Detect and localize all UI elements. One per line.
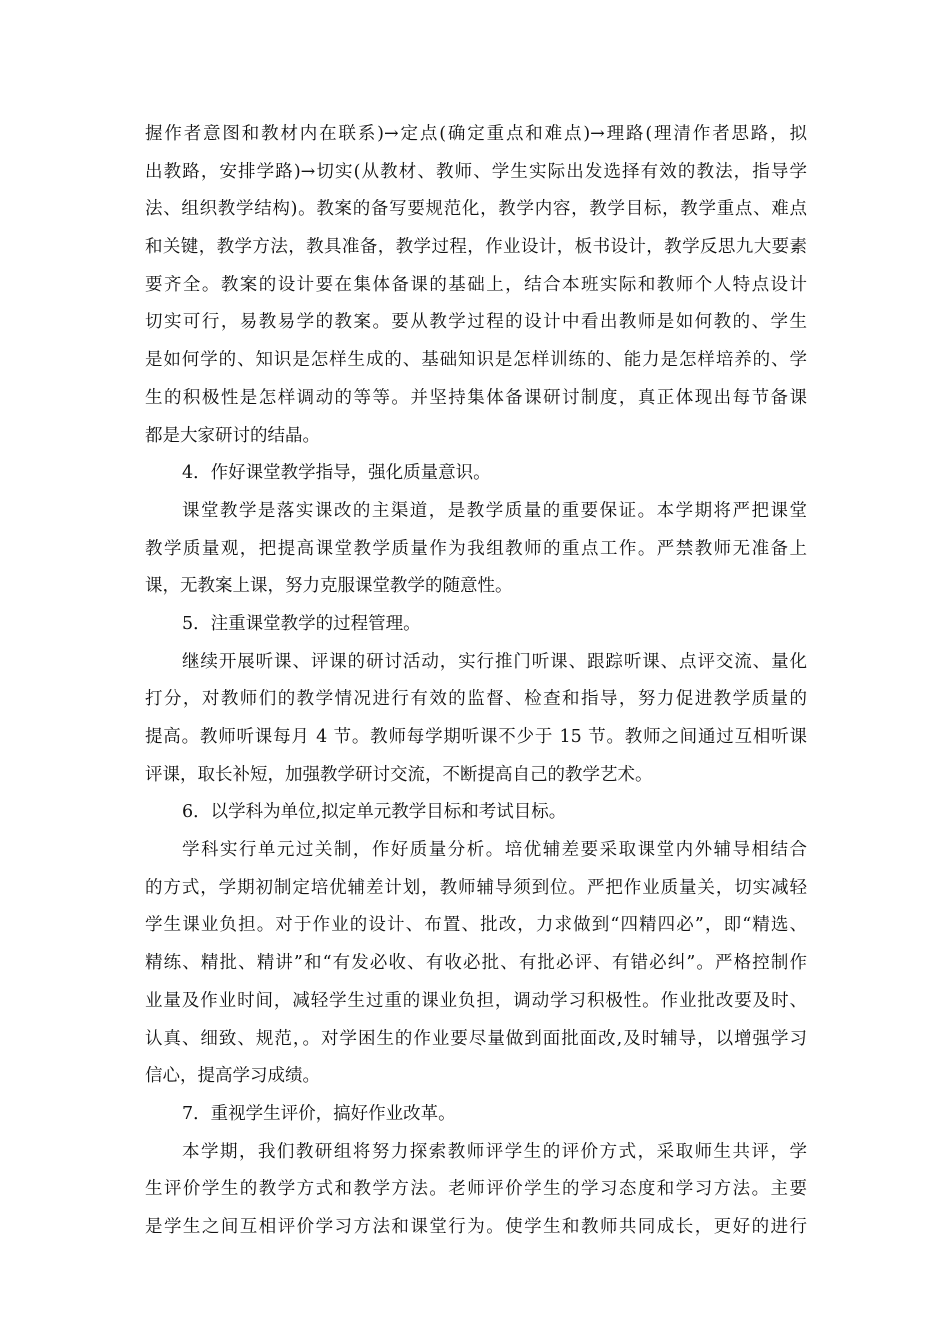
body-text-line: 打分，对教师们的教学情况进行有效的监督、检查和指导，努力促进教学质量的	[145, 689, 807, 710]
body-text-line: 握作者意图和教材内在联系)→定点(确定重点和难点)→理路(理清作者思路，拟	[145, 124, 807, 144]
body-text-line: 法、组织教学结构)。教案的备写要规范化，教学内容，教学目标，教学重点、难点	[145, 199, 807, 220]
body-text-line: 学生课业负担。对于作业的设计、布置、批改，力求做到“四精四必”，即“精选、	[145, 915, 807, 936]
body-text-line: 业量及作业时间，减轻学生过重的课业负担，调动学习积极性。作业批改要及时、	[145, 990, 807, 1011]
body-text-line: 本学期，我们教研组将努力探索教师评学生的评价方式，采取师生共评，学	[182, 1141, 807, 1162]
section-heading: 6．以学科为单位,拟定单元教学目标和考试目标。	[182, 802, 567, 823]
body-text-line: 课，无教案上课，努力克服课堂教学的随意性。	[145, 576, 513, 597]
body-text-line: 生的积极性是怎样调动的等等。并坚持集体备课研讨制度，真正体现出每节备课	[145, 387, 807, 408]
section-heading: 7．重视学生评价，搞好作业改革。	[182, 1103, 456, 1124]
section-heading: 5．注重课堂教学的过程管理。	[182, 613, 421, 634]
body-text-line: 是学生之间互相评价学习方法和课堂行为。使学生和教师共同成长，更好的进行	[145, 1216, 807, 1237]
body-text-line: 出教路，安排学路)→切实(从教材、教师、学生实际出发选择有效的教法，指导学	[145, 161, 807, 182]
body-text-line: 都是大家研讨的结晶。	[145, 425, 320, 446]
body-text-line: 是如何学的、知识是怎样生成的、基础知识是怎样训练的、能力是怎样培养的、学	[145, 350, 807, 371]
body-text-line: 评课，取长补短，加强教学研讨交流，不断提高自己的教学艺术。	[145, 764, 653, 785]
body-text-line: 继续开展听课、评课的研讨活动，实行推门听课、跟踪听课、点评交流、量化	[182, 651, 807, 672]
document-page	[145, 116, 807, 1247]
body-text-line: 课堂教学是落实课改的主渠道，是教学质量的重要保证。本学期将严把课堂	[182, 500, 807, 521]
body-text-line: 生评价学生的教学方式和教学方法。老师评价学生的学习态度和学习方法。主要	[145, 1179, 807, 1200]
body-text-line: 学科实行单元过关制，作好质量分析。培优辅差要采取课堂内外辅导相结合	[182, 840, 807, 861]
body-text-line: 信心，提高学习成绩。	[145, 1066, 320, 1087]
body-text-line: 和关键，教学方法，教具准备，教学过程，作业设计，板书设计，教学反思九大要素	[145, 237, 807, 258]
body-text-line: 要齐全。教案的设计要在集体备课的基础上，结合本班实际和教师个人特点设计	[145, 274, 807, 295]
body-text-line: 认真、细致、规范，。对学困生的作业要尽量做到面批面改,及时辅导，以增强学习	[145, 1028, 807, 1049]
body-text-line: 精练、精批、精讲”和“有发必收、有收必批、有批必评、有错必纠”。严格控制作	[145, 953, 807, 974]
body-text-line: 教学质量观，把提高课堂教学质量作为我组教师的重点工作。严禁教师无准备上	[145, 538, 807, 559]
body-text-line: 提高。教师听课每月 4 节。教师每学期听课不少于 15 节。教师之间通过互相听课	[145, 727, 807, 747]
body-text-line: 切实可行，易教易学的教案。要从教学过程的设计中看出教师是如何教的、学生	[145, 312, 807, 333]
section-heading: 4．作好课堂教学指导，强化质量意识。	[182, 463, 491, 484]
body-text-line: 的方式，学期初制定培优辅差计划，教师辅导须到位。严把作业质量关，切实减轻	[145, 877, 807, 898]
